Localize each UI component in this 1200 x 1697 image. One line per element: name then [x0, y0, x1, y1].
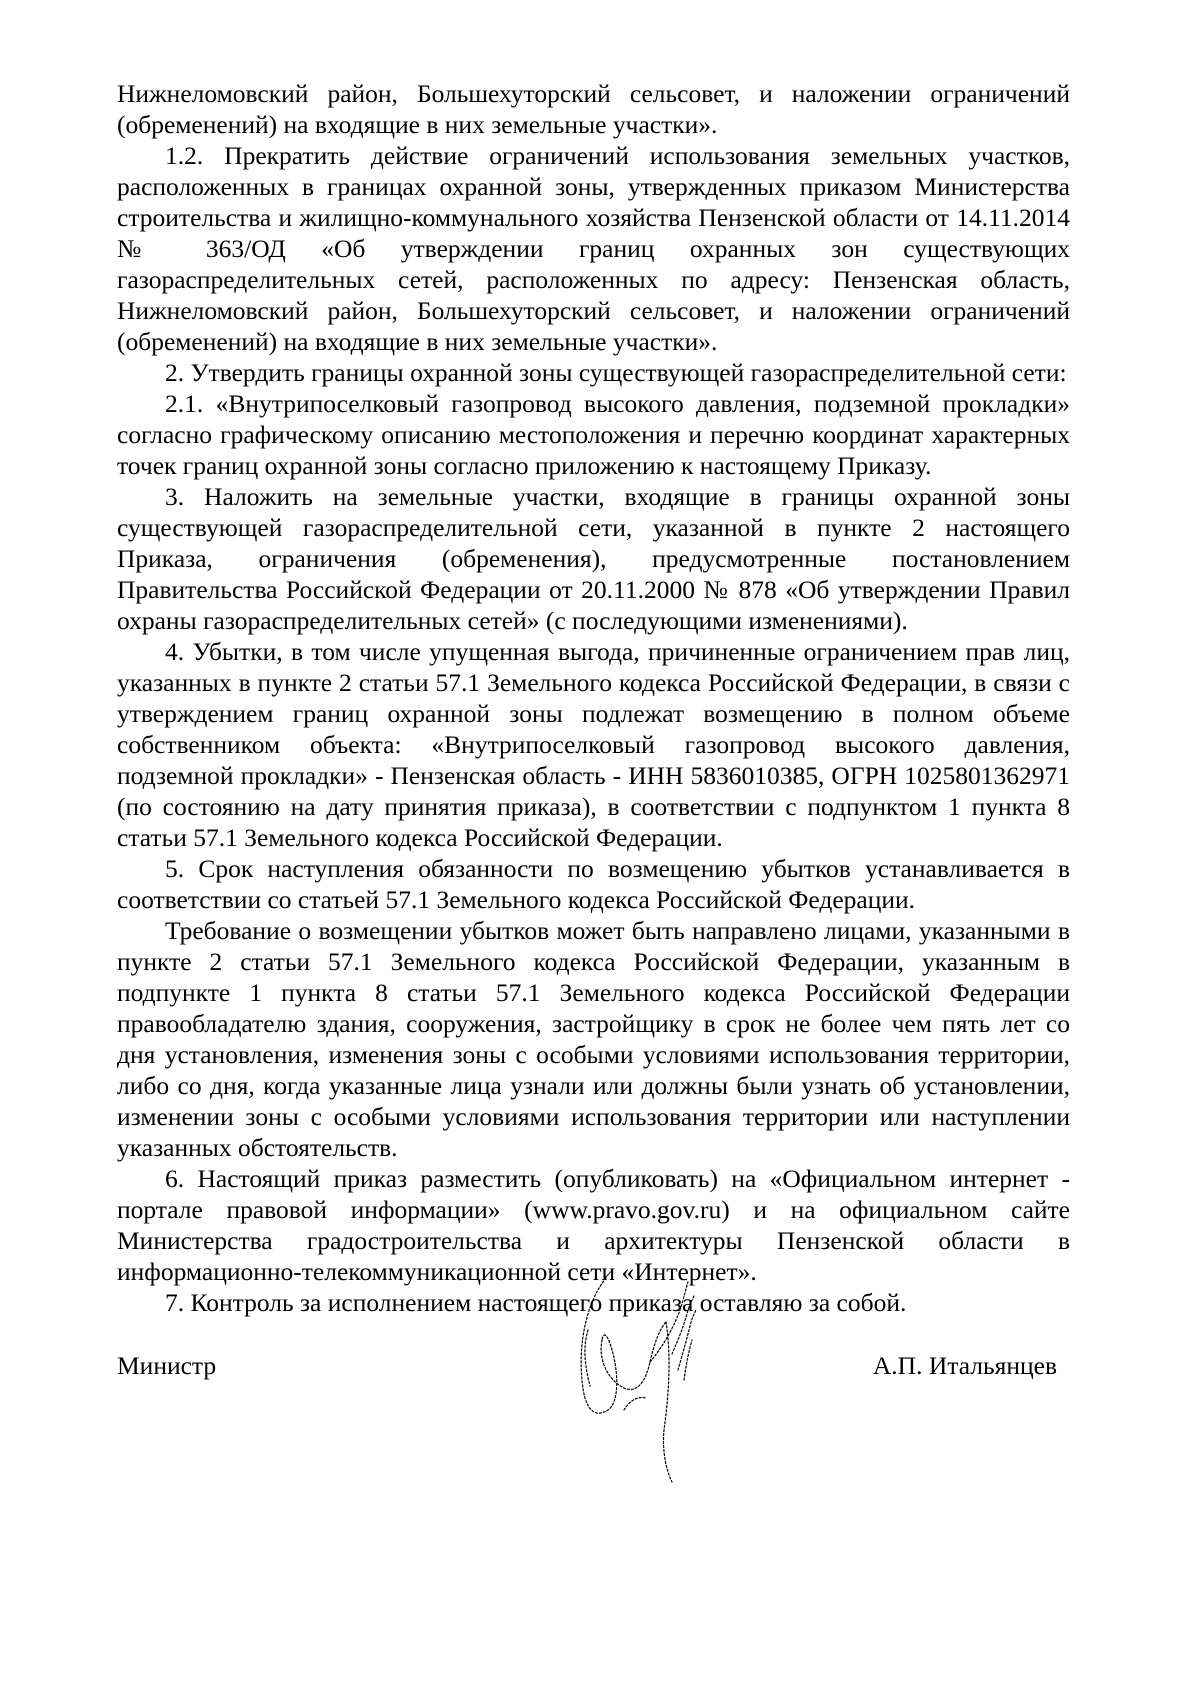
paragraph-5: 5. Срок наступления обязанности по возмещению убытков устанавливается в соответствии со статьей 57.1 Земельного кодекса Российской Федерации. [117, 854, 1070, 914]
paragraph-2: 2. Утвердить границы охранной зоны существующей газораспределительной сети: [165, 358, 1067, 387]
paragraph-4: 4. Убытки, в том числе упущенная выгода, причиненные ограничением прав лиц, указанных в пункте 2 статьи 57.1 Земельного кодекса Российской Федерации, в связи с утверждением границ охранной зоны подлежат возмещению в полном объеме собственником объекта: «Внутрипоселковый газопровод высокого давления, подземной прокладки» - Пензенская область - ИНН 5836010385, ОГРН 1025801362971 (по состоянию на дату принятия приказа), в соответствии с подпунктом 1 пункта 8 статьи 57.1 Земельного кодекса Российской Федерации. [117, 637, 1070, 852]
paragraph-1-2: 1.2. Прекратить действие ограничений использования земельных участков, расположенных в границах охранной зоны, утвержденных приказом Министерства строительства и жилищно-коммунального хозяйства Пензенской области от 14.11.2014 № 363/ОД «Об утверждении границ охранных зон существующих газораспределительных сетей, расположенных по адресу: Пензенская область, Нижнеломовский район, Большехуторский сельсовет, и наложении ограничений (обременений) на входящие в них земельные участки». [117, 141, 1070, 356]
document-body [117, 78, 1070, 1318]
paragraph-6: 6. Настоящий приказ разместить (опубликовать) на «Официальном интернет - портале правовой информации» (www.pravo.gov.ru) и на официальном сайте Министерства градостроительства и архитектуры Пензенской области в информационно-телекоммуникационной сети «Интернет». [117, 1164, 1070, 1286]
signatory-position: Министр [117, 1351, 217, 1380]
paragraph-2-1: 2.1. «Внутрипоселковый газопровод высокого давления, подземной прокладки» согласно графическому описанию местоположения и перечню координат характерных точек границ охранной зоны согласно приложению к настоящему Приказу. [117, 389, 1070, 480]
paragraph-7: 7. Контроль за исполнением настоящего приказа оставляю за собой. [165, 1288, 907, 1317]
paragraph-continuation: Нижнеломовский район, Большехуторский сельсовет, и наложении ограничений (обременений) на входящие в них земельные участки». [117, 79, 1070, 139]
signatory-name: А.П. Итальянцев [872, 1351, 1057, 1380]
paragraph-3: 3. Наложить на земельные участки, входящие в границы охранной зоны существующей газораспределительной сети, указанной в пункте 2 настоящего Приказа, ограничения (обременения), предусмотренные постановлением Правительства Российской Федерации от 20.11.2000 № 878 «Об утверждении Правил охраны газораспределительных сетей» (с последующими изменениями). [117, 482, 1070, 635]
paragraph-5-demand: Требование о возмещении убытков может быть направлено лицами, указанными в пункте 2 статьи 57.1 Земельного кодекса Российской Федерации, указанным в подпункте 1 пункта 8 статьи 57.1 Земельного кодекса Российской Федерации правообладателю здания, сооружения, застройщику в срок не более чем пять лет со дня установления, изменения зоны с особыми условиями использования территории, либо со дня, когда указанные лица узнали или должны были узнать об установлении, изменении зоны с особыми условиями использования территории или наступлении указанных обстоятельств. [117, 916, 1070, 1162]
